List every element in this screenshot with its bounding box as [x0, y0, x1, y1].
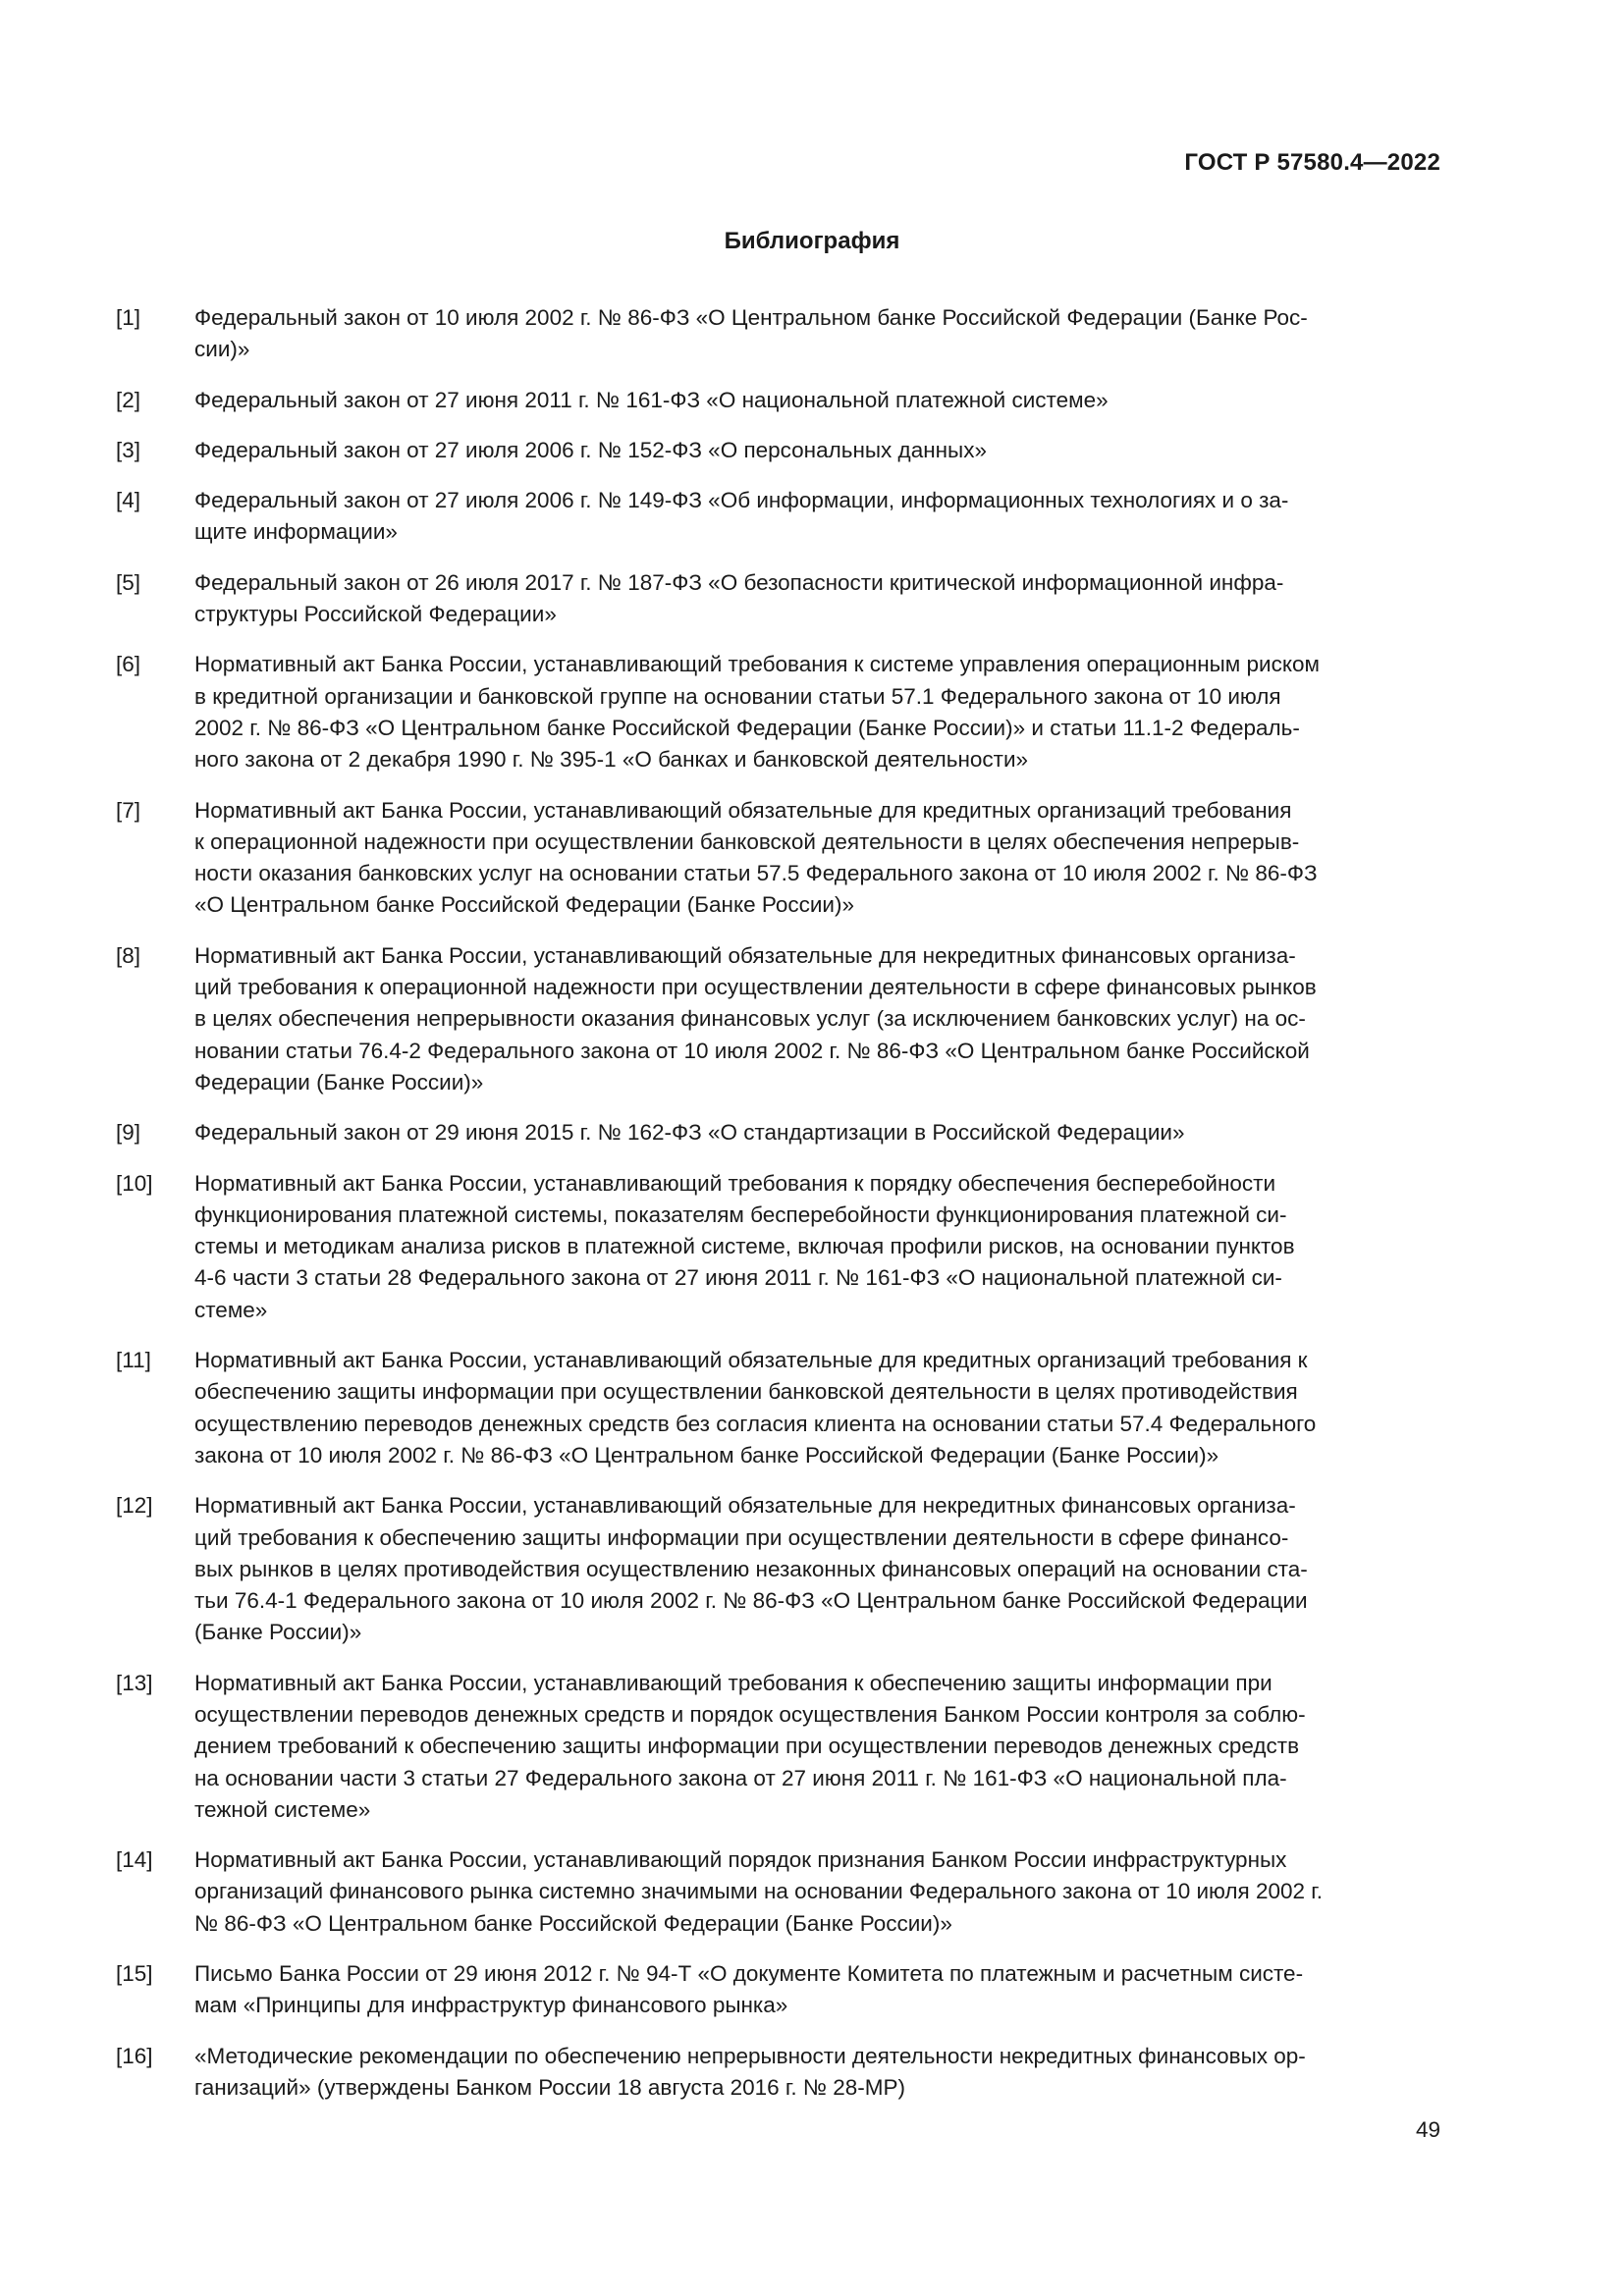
bibliography-entry-line: вых рынков в целях противодействия осуществлению незаконных финансовых операций на основании ста-	[194, 1556, 1308, 1581]
bibliography-entry-number: [16]	[116, 2043, 153, 2068]
bibliography-entry	[116, 302, 1441, 366]
bibliography-entry-line: Федеральный закон от 27 июля 2006 г. № 149-ФЗ «Об информации, информационных технологиях и о за-	[194, 488, 1289, 513]
bibliography-entry-line: ций требования к обеспечению защиты информации при осуществлении деятельности в сфере финансо-	[194, 1524, 1289, 1550]
bibliography-entry-line: Нормативный акт Банка России, устанавливающий обязательные для некредитных финансовых организа-	[194, 1493, 1296, 1519]
bibliography-entry-number: [4]	[116, 488, 141, 513]
bibliography-list	[116, 302, 1441, 2122]
bibliography-entry-line: обеспечению защиты информации при осуществлении банковской деятельности в целях противодействия	[194, 1379, 1298, 1405]
bibliography-entry-line: в целях обеспечения непрерывности оказания финансовых услуг (за исключением банковских услуг) на ос-	[194, 1006, 1306, 1032]
bibliography-entry-text	[194, 649, 1441, 775]
bibliography-entry	[116, 1844, 1441, 1940]
bibliography-entry-line: сии)»	[194, 337, 250, 362]
bibliography-entry-line: Письмо Банка России от 29 июня 2012 г. № 94-Т «О документе Комитета по платежным и расчетным систе-	[194, 1961, 1304, 1987]
bibliography-entry-number: [3]	[116, 437, 141, 462]
bibliography-entry-line: № 86-ФЗ «О Центральном банке Российской Федерации (Банке России)»	[194, 1910, 952, 1936]
bibliography-entry-number: [9]	[116, 1120, 141, 1146]
bibliography-entry-line: Нормативный акт Банка России, устанавливающий обязательные для некредитных финансовых организа-	[194, 942, 1296, 968]
bibliography-entry-line: Федеральный закон от 29 июня 2015 г. № 162-ФЗ «О стандартизации в Российской Федерации»	[194, 1120, 1185, 1146]
bibliography-entry-line: тежной системе»	[194, 1796, 371, 1822]
bibliography-entry-line: щите информации»	[194, 519, 398, 545]
bibliography-entry-line: к операционной надежности при осуществлении банковской деятельности в целях обеспечения непрерыв-	[194, 828, 1300, 854]
bibliography-entry-text	[194, 485, 1441, 549]
bibliography-entry	[116, 1490, 1441, 1648]
bibliography-entry-line: 4-6 части 3 статьи 28 Федерального закона от 27 июня 2011 г. № 161-ФЗ «О национальной платежной си-	[194, 1265, 1282, 1291]
bibliography-entry-number: [7]	[116, 797, 141, 823]
bibliography-entry-line: «Методические рекомендации по обеспечению непрерывности деятельности некредитных финансовых ор-	[194, 2043, 1306, 2068]
bibliography-entry-number: [11]	[116, 1348, 151, 1373]
bibliography-entry-line: на основании части 3 статьи 27 Федерального закона от 27 июня 2011 г. № 161-ФЗ «О национальной пла-	[194, 1765, 1287, 1790]
bibliography-entry-number: [5]	[116, 569, 141, 595]
bibliography-entry-line: осуществлении переводов денежных средств и порядок осуществления Банком России контроля за соблю-	[194, 1701, 1306, 1727]
bibliography-entry-text	[194, 567, 1441, 631]
bibliography-entry-number: [1]	[116, 305, 141, 330]
bibliography-entry	[116, 649, 1441, 775]
bibliography-entry-text	[194, 302, 1441, 366]
bibliography-entry-line: Федеральный закон от 27 июля 2006 г. № 152-ФЗ «О персональных данных»	[194, 437, 987, 462]
bibliography-entry-number: [14]	[116, 1847, 153, 1873]
bibliography-entry-line: Федерации (Банке России)»	[194, 1069, 484, 1095]
bibliography-entry-line: (Банке России)»	[194, 1620, 362, 1645]
bibliography-entry-number: [12]	[116, 1493, 153, 1519]
bibliography-entry-line: ного закона от 2 декабря 1990 г. № 395-1 «О банках и банковской деятельности»	[194, 747, 1029, 773]
bibliography-entry-line: ности оказания банковских услуг на основании статьи 57.5 Федерального закона от 10 июля 2002 г. № 86-ФЗ	[194, 861, 1318, 886]
bibliography-entry-text	[194, 1958, 1441, 2022]
bibliography-entry-number: [13]	[116, 1670, 153, 1695]
bibliography-entry-line: функционирования платежной системы, показателям бесперебойности функционирования платежной си-	[194, 1201, 1287, 1227]
bibliography-entry-line: Нормативный акт Банка России, устанавливающий порядок признания Банком России инфраструктурных	[194, 1847, 1287, 1873]
bibliography-entry-line: стеме»	[194, 1297, 268, 1322]
bibliography-entry-line: Федеральный закон от 10 июля 2002 г. № 86-ФЗ «О Центральном банке Российской Федерации (Банке Рос-	[194, 305, 1308, 330]
bibliography-entry	[116, 795, 1441, 922]
page-number: 49	[1415, 2117, 1440, 2142]
bibliography-entry-number: [8]	[116, 942, 141, 968]
bibliography-entry-line: новании статьи 76.4-2 Федерального закона от 10 июля 2002 г. № 86-ФЗ «О Центральном банке Российской	[194, 1038, 1310, 1063]
bibliography-entry-number: [6]	[116, 652, 141, 677]
bibliography-entry-line: Нормативный акт Банка России, устанавливающий обязательные для кредитных организаций требования	[194, 797, 1292, 823]
bibliography-entry-text	[194, 385, 1441, 416]
bibliography-entry-line: Федеральный закон от 26 июля 2017 г. № 187-ФЗ «О безопасности критической информационной инфра-	[194, 569, 1284, 595]
bibliography-entry-text	[194, 940, 1441, 1098]
bibliography-entry-line: Нормативный акт Банка России, устанавливающий требования к порядку обеспечения бесперебойности	[194, 1170, 1276, 1196]
bibliography-entry-line: Федеральный закон от 27 июня 2011 г. № 161-ФЗ «О национальной платежной системе»	[194, 387, 1109, 412]
bibliography-entry	[116, 1958, 1441, 2022]
bibliography-entry-line: ганизаций» (утверждены Банком России 18 августа 2016 г. № 28-МР)	[194, 2074, 906, 2100]
bibliography-entry	[116, 1117, 1441, 1148]
bibliography-entry-text	[194, 795, 1441, 922]
bibliography-entry-text	[194, 435, 1441, 466]
bibliography-entry-text	[194, 1117, 1441, 1148]
bibliography-entry-line: «О Центральном банке Российской Федерации (Банке России)»	[194, 892, 855, 918]
bibliography-entry-line: ций требования к операционной надежности при осуществлении деятельности в сфере финансовых рынков	[194, 975, 1317, 1000]
bibliography-entry-line: в кредитной организации и банковской группе на основании статьи 57.1 Федерального закона от 10 июля	[194, 683, 1281, 709]
bibliography-entry	[116, 1668, 1441, 1826]
bibliography-entry-line: Нормативный акт Банка России, устанавливающий обязательные для кредитных организаций требования к	[194, 1348, 1308, 1373]
bibliography-entry-text	[194, 1668, 1441, 1826]
bibliography-entry-line: стемы и методикам анализа рисков в платежной системе, включая профили рисков, на основании пунктов	[194, 1234, 1295, 1259]
bibliography-entry-text	[194, 1490, 1441, 1648]
bibliography-entry	[116, 940, 1441, 1098]
bibliography-entry-number: [2]	[116, 387, 141, 412]
bibliography-entry-number: [15]	[116, 1961, 153, 1987]
bibliography-entry-text	[194, 2041, 1441, 2105]
bibliography-entry	[116, 435, 1441, 466]
bibliography-entry-line: 2002 г. № 86-ФЗ «О Центральном банке Российской Федерации (Банке России)» и статьи 11.1-2 Федераль-	[194, 715, 1300, 740]
bibliography-entry-number: [10]	[116, 1170, 153, 1196]
bibliography-entry	[116, 567, 1441, 631]
bibliography-entry	[116, 2041, 1441, 2105]
bibliography-entry	[116, 1345, 1441, 1471]
bibliography-entry-text	[194, 1844, 1441, 1940]
bibliography-entry-line: структуры Российской Федерации»	[194, 602, 557, 627]
bibliography-entry-text	[194, 1345, 1441, 1471]
bibliography-entry-line: тьи 76.4-1 Федерального закона от 10 июля 2002 г. № 86-ФЗ «О Центральном банке Российской Федерации	[194, 1588, 1308, 1614]
bibliography-entry-line: организаций финансового рынка системно значимыми на основании Федерального закона от 10 июля 2002 г.	[194, 1879, 1323, 1904]
bibliography-entry-line: осуществлению переводов денежных средств без согласия клиента на основании статьи 57.4 Федерального	[194, 1411, 1317, 1436]
bibliography-entry	[116, 485, 1441, 549]
bibliography-entry-line: мам «Принципы для инфраструктур финансового рынка»	[194, 1993, 788, 2018]
bibliography-entry-text	[194, 1168, 1441, 1326]
bibliography-entry-line: закона от 10 июля 2002 г. № 86-ФЗ «О Центральном банке Российской Федерации (Банке России)»	[194, 1442, 1219, 1468]
bibliography-entry-line: Нормативный акт Банка России, устанавливающий требования к обеспечению защиты информации при	[194, 1670, 1272, 1695]
bibliography-entry-line: дением требований к обеспечению защиты информации при осуществлении переводов денежных средств	[194, 1734, 1300, 1759]
bibliography-title: Библиография	[724, 228, 900, 254]
bibliography-entry	[116, 1168, 1441, 1326]
bibliography-entry	[116, 385, 1441, 416]
document-standard-code: ГОСТ Р 57580.4—2022	[1184, 149, 1440, 176]
bibliography-entry-line: Нормативный акт Банка России, устанавливающий требования к системе управления операционным риском	[194, 652, 1320, 677]
